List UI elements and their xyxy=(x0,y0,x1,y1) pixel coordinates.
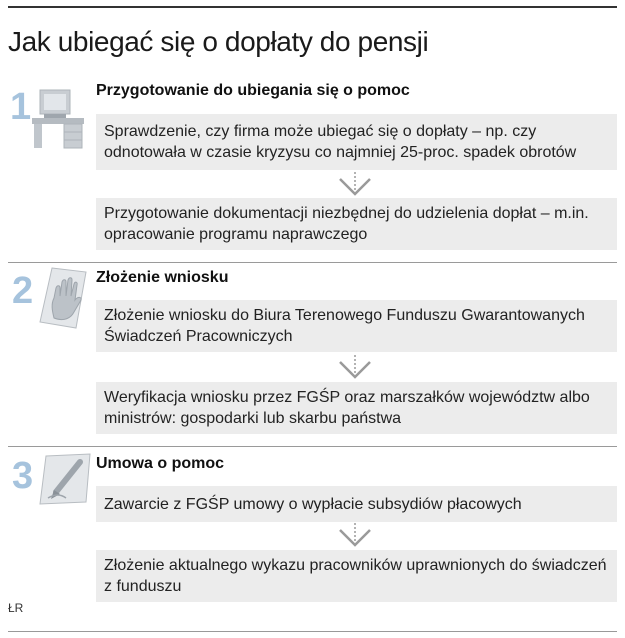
top-rule xyxy=(8,6,617,8)
desk-computer-icon xyxy=(30,88,86,150)
step-1-box-1 xyxy=(96,114,617,170)
hand-on-paper-icon xyxy=(38,266,88,332)
step-3-box-1-text: Zawarcie z FGŚP umowy o wypłacie subsydiów płacowych xyxy=(104,495,522,513)
section-divider xyxy=(8,262,617,263)
author-signature: ŁR xyxy=(8,601,24,615)
step-1-box-1-text: Sprawdzenie, czy firma może ubiegać się o dopłaty – np. czy odnotowała w czasie kryzysu co najmniej 25-proc. spadek obrotów xyxy=(104,123,577,161)
step-2-heading: Złożenie wniosku xyxy=(96,269,229,286)
step-3-heading: Umowa o pomoc xyxy=(96,455,225,472)
pen-on-paper-icon xyxy=(38,452,92,506)
step-1-box-2 xyxy=(96,198,617,250)
arrow-down-icon xyxy=(338,522,372,548)
step-2-box-2-text: Weryfikacja wniosku przez FGŚP oraz marszałków województw albo ministrów: gospodarki lub skarbu państwa xyxy=(104,389,590,427)
arrow-down-icon xyxy=(338,354,372,380)
step-3-number: 3 xyxy=(12,455,34,497)
step-3-box-2 xyxy=(96,550,617,602)
step-1-box-2-text: Przygotowanie dokumentacji niezbędnej do udzielenia dopłat – m.in. opracowanie programu naprawczego xyxy=(104,205,589,243)
section-divider xyxy=(8,446,617,447)
step-3-box-1 xyxy=(96,486,617,522)
step-2-box-1 xyxy=(96,300,617,352)
step-2-box-1-text: Złożenie wniosku do Biura Terenowego Funduszu Gwarantowanych Świadczeń Pracowniczych xyxy=(104,307,585,345)
step-1-number: 1 xyxy=(10,86,32,128)
infographic-title: Jak ubiegać się o dopłaty do pensji xyxy=(8,26,429,57)
step-2-number: 2 xyxy=(12,270,34,312)
arrow-down-icon xyxy=(338,171,372,197)
step-1-heading: Przygotowanie do ubiegania się o pomoc xyxy=(96,82,410,99)
step-2-box-2 xyxy=(96,382,617,434)
step-3-box-2-text: Złożenie aktualnego wykazu pracowników uprawnionych do świadczeń z funduszu xyxy=(104,557,607,595)
bottom-rule xyxy=(8,631,617,632)
